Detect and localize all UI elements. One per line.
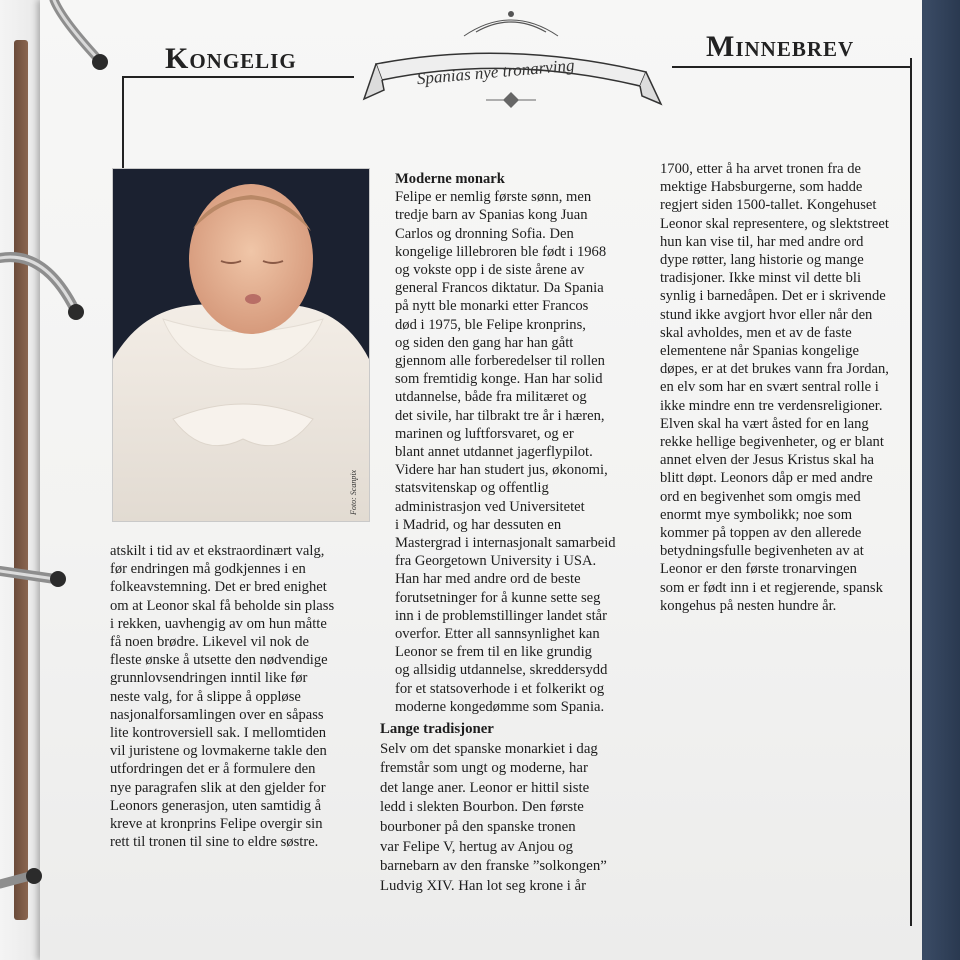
col1-line: vil juristene og lovmakerne takle den — [110, 743, 327, 760]
col2-line: Ludvig XIV. Han lot seg krone i år — [380, 877, 587, 894]
col2-line: Felipe er nemlig første sønn, men — [395, 189, 592, 206]
col3-line: elementene når Spanias kongelige — [660, 343, 859, 360]
col2-line: overfor. Etter all sannsynlighet kan — [395, 626, 600, 643]
col2-line: død i 1975, ble Felipe kronprins, — [395, 316, 586, 333]
frame-top-right-rule — [672, 66, 912, 68]
col2-line: Han har med andre ord de beste — [395, 571, 581, 588]
col2-line: general Francos diktatur. Da Spania — [395, 280, 604, 297]
baby-photo — [112, 168, 370, 522]
col1-line: i rekken, uavhengig av om hun måtte — [110, 615, 327, 632]
col1-line: om at Leonor skal få beholde sin plass — [110, 597, 335, 614]
col1-line: Leonors generasjon, uten samtidig å — [110, 797, 322, 814]
col3-line: 1700, etter å ha arvet tronen fra de — [660, 161, 861, 177]
binder-cover-edge — [922, 0, 960, 960]
col2-line: barnebarn av den franske ”solkongen” — [380, 858, 607, 875]
col3-line: tradisjoner. Ikke minst vil dette bli — [660, 270, 862, 287]
col2-line: administrasjon ved Universitetet — [395, 498, 585, 515]
frame-left-rule — [122, 76, 124, 168]
col3-line: kommer på toppen av den allerede — [660, 525, 862, 542]
col2-line: og vokste opp i de siste årene av — [395, 262, 585, 279]
col1-line: fleste ønske å utsette den nødvendige — [110, 652, 328, 669]
banner-ribbon-icon — [356, 4, 666, 112]
col3-line: hun kan vise til, har med andre ord — [660, 233, 864, 250]
col1-line: grunnlovsendringen inntil like før — [110, 670, 308, 687]
column-3-text — [660, 160, 900, 615]
col3-line: som er født inn i et regjerende, spansk — [660, 579, 883, 596]
col2-line: tredje barn av Spanias kong Juan — [395, 207, 588, 224]
col2-line: som fremtidig konge. Han har solid — [395, 371, 603, 388]
col1-line: rett til tronen til sine to eldre søstre. — [110, 834, 319, 851]
col2-line: marinen og luftforsvaret, og er — [395, 425, 574, 442]
col2-line: på nytt ble monarki etter Francos — [395, 298, 589, 315]
binder-ring-3-icon — [0, 555, 80, 595]
col1-line: kreve at kronprins Felipe overgir sin — [110, 816, 323, 833]
col3-line: synlig i barnedåpen. Det er i skrivende — [660, 288, 886, 305]
col2-line: og siden den gang har han gått — [395, 334, 574, 351]
col3-line: mektige Habsburgerne, som hadde — [660, 179, 863, 196]
col2-line: Leonor se frem til en like grundig — [395, 644, 592, 661]
col3-line: Elven skal ha vært åsted for en lang — [660, 415, 869, 432]
col3-line: skal avholdes, men et av de faste — [660, 324, 852, 341]
binder-ring-4-icon — [0, 860, 60, 900]
col2-line: statsvitenskap og offentlig — [395, 480, 549, 497]
col3-line: ord en begivenhet som omgis med — [660, 488, 861, 505]
col1-line: lite kontroversiell sak. I mellomtiden — [110, 725, 327, 742]
col3-line: Leonor skal representere, og slektstreet — [660, 215, 889, 232]
col2-line: blant annet utdannet jagerflypilot. — [395, 444, 593, 461]
header-left-title — [165, 42, 297, 76]
col3-line: døpes, er at det brukes vann fra Jordan, — [660, 361, 889, 378]
col1-line: før endringen må godkjennes i en — [110, 561, 306, 578]
binder-ring-2-icon — [0, 240, 100, 330]
sleeping-baby-image — [113, 169, 369, 521]
frame-top-left-rule — [122, 76, 354, 78]
binder-spine-strip — [14, 40, 28, 920]
col1-line: atskilt i tid av et ekstraordinært valg, — [110, 543, 325, 559]
col3-line: ikke mindre enn tre verdensreligioner. — [660, 397, 883, 414]
frame-right-rule — [910, 58, 912, 926]
col2-line: fra Georgetown University i USA. — [395, 553, 597, 570]
header-right-title — [706, 30, 854, 64]
col3-line: kongehus på nesten hundre år. — [660, 597, 837, 614]
col2-line: fremstår som ungt og moderne, har — [380, 760, 588, 777]
binder-ring-1-icon — [44, 0, 114, 75]
col2-line: forutsetninger for å kunne sette seg — [395, 589, 601, 606]
col3-line: rekke hellige begivenheter, og er blant — [660, 434, 884, 451]
col2-line: var Felipe V, hertug av Anjou og — [380, 838, 574, 855]
col2-line: inn i de problemstillinger landet står — [395, 607, 607, 624]
col2-line: det lange aner. Leonor er hittil siste — [380, 779, 590, 796]
column-2-text — [395, 170, 645, 716]
col2-line: gjennom alle forberedelser til rollen — [395, 353, 605, 370]
col2-line: i Madrid, og har dessuten en — [395, 516, 562, 533]
banner-text: Spanias nye tronarving — [416, 55, 576, 89]
col2-line: kongelige lillebroren ble født i 1968 — [395, 243, 607, 260]
col2-line: moderne kongedømme som Spania. — [395, 698, 605, 715]
col1-line: neste valg, for å slippe å oppløse — [110, 688, 301, 705]
column-1-text — [110, 542, 350, 851]
col1-line: få noen brødre. Likevel vil nok de — [110, 634, 309, 651]
col2-line: Carlos og dronning Sofia. Den — [395, 225, 574, 242]
col2-line: ledd i slekten Bourbon. Den første — [380, 799, 584, 816]
col2-line: Mastergrad i internasjonalt samarbeid — [395, 535, 616, 552]
col3-line: blitt døpt. Leonors dåp er med andre — [660, 470, 873, 487]
section-heading-moderne-monark: Moderne monark — [395, 171, 505, 187]
column-2b-text — [380, 720, 640, 896]
col1-line: folkeavstemning. Det er bred enighet — [110, 579, 327, 596]
col2-line: Videre har han studert jus, økonomi, — [395, 462, 608, 479]
col3-line: stund ikke avgjort hvor eller når den — [660, 306, 873, 323]
col2-line: utdannelse, både fra militæret og — [395, 389, 587, 406]
header-right-title-text: Minnebrev — [706, 30, 855, 63]
col2-line: det sivile, har tilbrakt tre år i hæren, — [395, 407, 605, 424]
col3-line: Leonor er den første tronarvingen — [660, 561, 857, 578]
col3-line: regjert siden 1500-tallet. Kongehuset — [660, 197, 877, 214]
col3-line: dype røtter, lang historie og mange — [660, 252, 864, 269]
col2-line: for et statsoverhode i et folkerikt og — [395, 680, 605, 697]
col2-line: Selv om det spanske monarkiet i dag — [380, 740, 598, 757]
col2-line: og allsidig utdannelse, skreddersydd — [395, 662, 608, 679]
col1-line: utfordringen det er å formulere den — [110, 761, 316, 778]
section-heading-lange-tradisjoner: Lange tradisjoner — [380, 721, 494, 737]
col1-line: nasjonalforsamlingen over en såpass — [110, 706, 324, 723]
col3-line: betydningsfulle begivenheten av at — [660, 543, 864, 560]
col3-line: en elv som har en svært sentral rolle i — [660, 379, 879, 396]
photo-credit: Foto: Scanpix — [349, 469, 358, 515]
col3-line: enormt mye symbolikk; noe som — [660, 506, 853, 523]
col1-line: nye paragrafen slik at den gjelder for — [110, 779, 326, 796]
header-left-title-text: Kongelig — [165, 42, 297, 75]
col2-line: bourboner på den spanske tronen — [380, 818, 576, 835]
col3-line: annet elven der Jesus Kristus skal ha — [660, 452, 874, 469]
